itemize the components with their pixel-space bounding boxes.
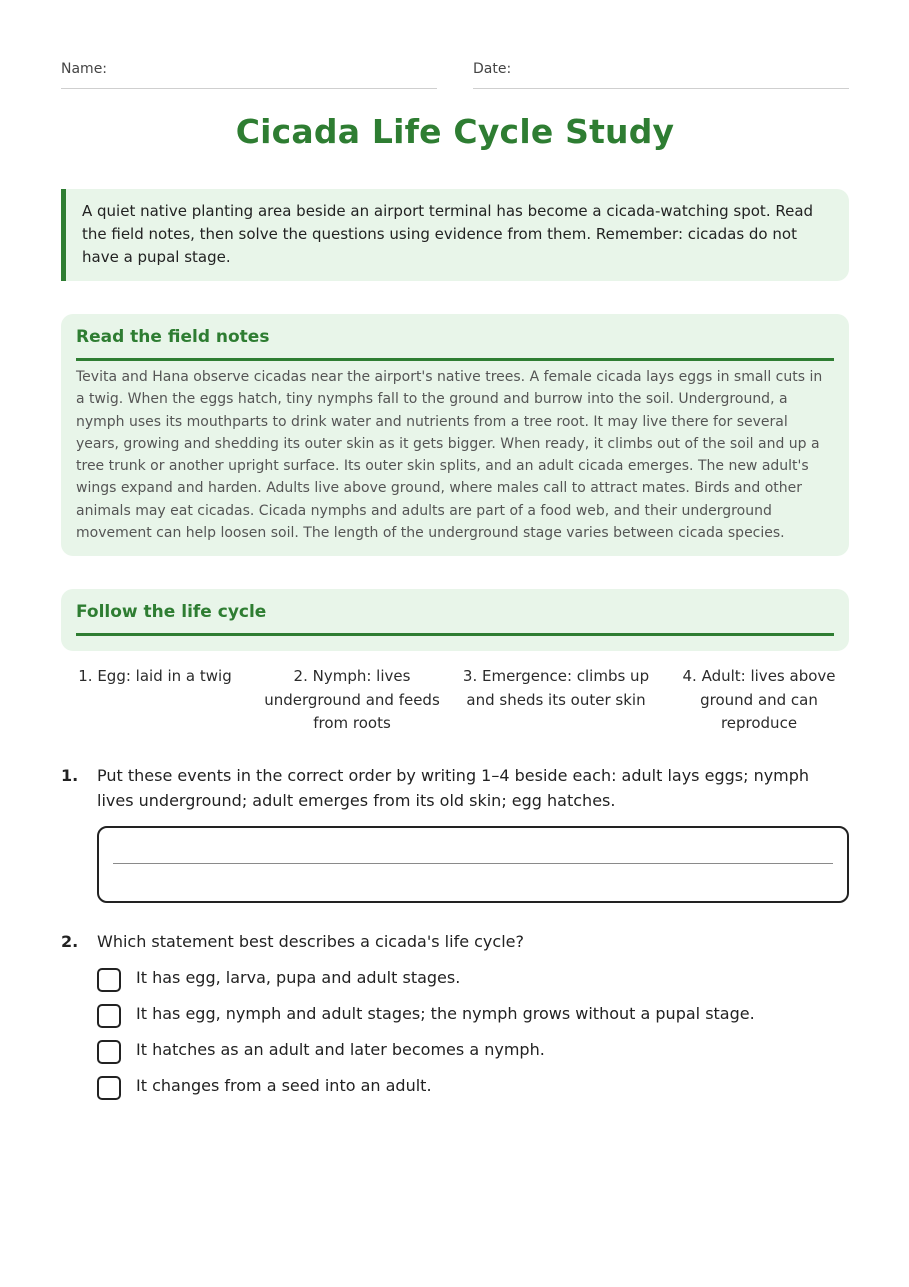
question-text: Which statement best describes a cicada's life cycle? <box>97 932 524 951</box>
checkbox[interactable] <box>97 1076 121 1100</box>
option-label: It has egg, nymph and adult stages; the nymph grows without a pupal stage. <box>136 1004 755 1023</box>
option-label: It hatches as an adult and later becomes a nymph. <box>136 1040 545 1059</box>
stage-nymph: 2. Nymph: lives underground and feeds from roots <box>264 667 440 732</box>
option-label: It changes from a seed into an adult. <box>136 1076 432 1095</box>
date-label: Date: <box>473 61 512 77</box>
question-number: 2. <box>61 932 79 951</box>
date-field[interactable] <box>473 61 849 89</box>
stage-egg: 1. Egg: laid in a twig <box>78 667 232 685</box>
name-field[interactable] <box>61 61 437 89</box>
field-notes-panel <box>61 314 849 556</box>
life-cycle-panel <box>61 589 849 651</box>
name-label: Name: <box>61 61 108 77</box>
option-label: It has egg, larva, pupa and adult stages. <box>136 968 461 987</box>
answer-line <box>113 863 833 864</box>
checkbox[interactable] <box>97 1040 121 1064</box>
question-text: Put these events in the correct order by writing 1–4 beside each: adult lays eggs; nymph lives underground; adult emerges from its old skin; egg hatches. <box>97 766 810 810</box>
student-info <box>61 61 849 89</box>
page-title: Cicada Life Cycle Study <box>235 112 675 151</box>
life-cycle-heading: Follow the life cycle <box>76 601 834 636</box>
stage-emergence: 3. Emergence: climbs up and sheds its outer skin <box>462 667 650 709</box>
checkbox[interactable] <box>97 968 121 992</box>
stage-adult: 4. Adult: lives above ground and can reproduce <box>682 667 836 732</box>
field-notes-text: Tevita and Hana observe cicadas near the airport's native trees. A female cicada lays eggs in small cuts in a twig. When the eggs hatch, tiny nymphs fall to the ground and burrow into the soil. Underground, a nymph uses its mouthparts to drink water and nutrients from a tree root. It may live there for several years, growing and shedding its outer skin as it gets bigger. When ready, it climbs out of the soil and up a tree trunk or another upright surface. Its outer skin splits, and an adult cicada emerges. The new adult's wings expand and harden. Adults live above ground, where males call to attract mates. Birds and other animals may eat cicadas. Cicada nymphs and adults are part of a food web, and their underground movement can help loosen soil. The length of the underground stage varies between cicada species. <box>76 369 823 542</box>
intro-callout: A quiet native planting area beside an airport terminal has become a cicada-watching spot. Read the field notes, then solve the questions using evidence from them. Remember: cicadas do not have a pupal stage. <box>61 189 849 281</box>
answer-box[interactable] <box>97 826 849 903</box>
life-cycle-stages <box>61 665 849 735</box>
option-1[interactable] <box>97 966 849 994</box>
question-number: 1. <box>61 766 79 785</box>
option-3[interactable] <box>97 1038 849 1066</box>
option-2[interactable] <box>97 1002 849 1030</box>
field-notes-heading: Read the field notes <box>76 326 834 361</box>
option-4[interactable] <box>97 1074 849 1102</box>
checkbox[interactable] <box>97 1004 121 1028</box>
